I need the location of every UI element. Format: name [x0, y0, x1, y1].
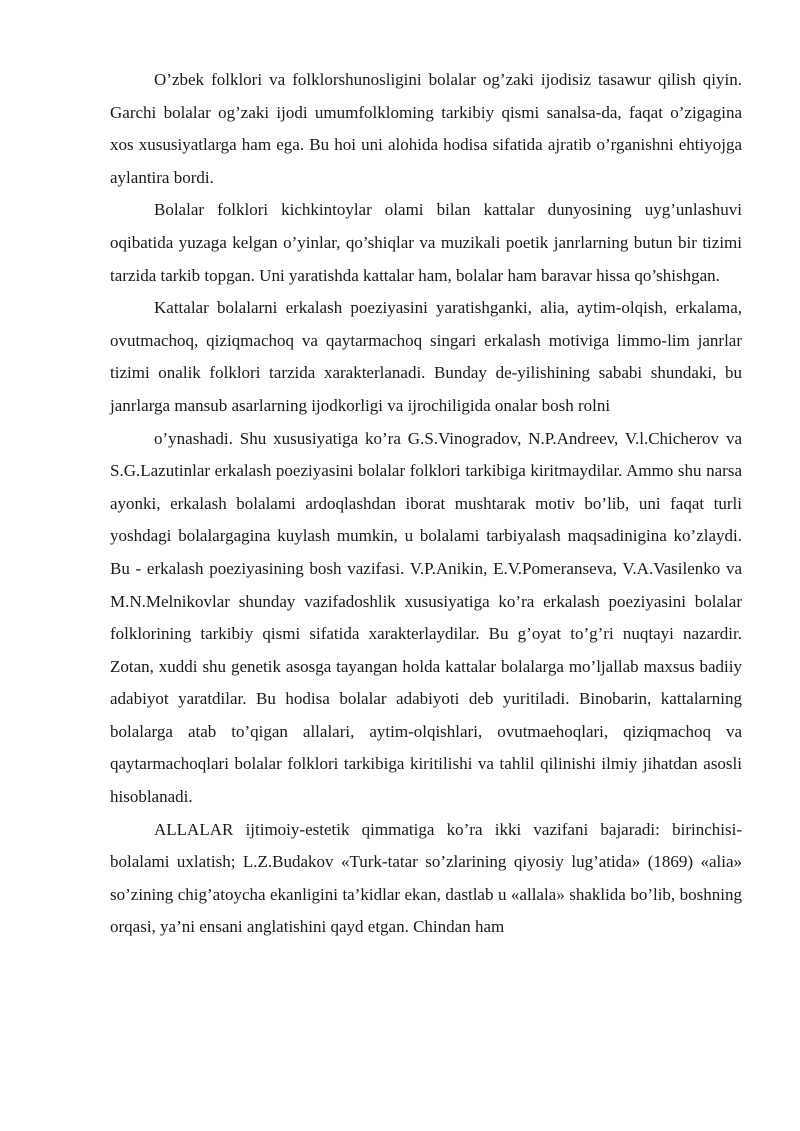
paragraph-folklore-intro: O’zbek folklori va folklorshunosligini bolalar og’zaki ijodisiz tasawur qilish qiyin. Garchi bolalar og’zaki ijodi umumfolkloming tarkibiy qismi sanalsa-da, faqat o’zigagina xos xususiyatlarga ham ega. Bu hoi uni alohida hodisa sifatida ajratib o’rganishni ehtiyojga aylantira bordi.: [110, 70, 742, 187]
paragraph-erkalash-poetry: Kattalar bolalarni erkalash poeziyasini yaratishganki, alia, aytim-olqish, erkalama, ovutmachoq, qiziqmachoq va qaytarmachoq singari erkalash motiviga limmo-lim janrlar tizimi onalik folklori tarzida xarakterlanadi. Bunday de-yilishining sababi shundaki, bu janrlarga mansub asarlarning ijodkorligi va ijrochiligida onalar bosh rolni: [110, 298, 742, 415]
paragraph-allalar: ALLALAR ijtimoiy-estetik qimmatiga ko’ra ikki vazifani bajaradi: birinchisi- bolalami uxlatish; L.Z.Budakov «Turk-tatar so’zlarining qiyosiy lug’atida» (1869) «alia» so’zining chig’atoycha ekanligini ta’kidlar ekan, dastlab u «allala» shaklida bo’lib, boshning orqasi, ya’ni ensani anglatishini qayd etgan. Chindan ham: [110, 819, 742, 937]
paragraph-children-folklore: Bolalar folklori kichkintoylar olami bilan kattalar dunyosining uyg’unlashuvi oqibatida yuzaga kelgan o’yinlar, qo’shiqlar va muzikali poetik janrlarning butun bir tizimi tarzida tarkib topgan. Uni yaratishda kattalar ham, bolalar ham baravar hissa qo’shishgan.: [110, 200, 742, 285]
document-page: [110, 64, 742, 944]
paragraph-scholars-views: o’ynashadi. Shu xususiyatiga ko’ra G.S.Vinogradov, N.P.Andreev, V.l.Chicherov va S.G.Lazutinlar erkalash poeziyasini bolalar folklori tarkibiga kiritmaydilar. Ammo shu narsa ayonki, erkalash bolalami ardoqlashdan iborat mushtarak motiv bo’lib, uni faqat turli yoshdagi bolalargagina kuylash mumkin, u bolalami tarbiyalash maqsadinigina ko’zlaydi. Bu - erkalash poeziyasining bosh vazifasi. V.P.Anikin, E.V.Pomeranseva, V.A.Vasilenko va M.N.Melnikovlar shunday vazifadoshlik xususiyatiga ko’ra erkalash poeziyasini bolalar folklorining tarkibiy qismi sifatida xarakterlaydilar. Bu g’oyat to’g’ri nuqtayi nazardir. Zotan, xuddi shu genetik asosga tayangan holda kattalar bolalarga mo’ljallab maxsus badiiy adabiyot yaratdilar. Bu hodisa bolalar adabiyoti deb yuritiladi. Binobarin, kattalarning bolalarga atab to’qigan allalari, aytim-olqishlari, ovutmaehoqlari, qiziqmachoq va qaytarmachoqlari bolalar folklori tarkibiga kiritilishi va tahlil qilinishi ilmiy jihatdan asosli hisoblanadi.: [110, 428, 742, 807]
